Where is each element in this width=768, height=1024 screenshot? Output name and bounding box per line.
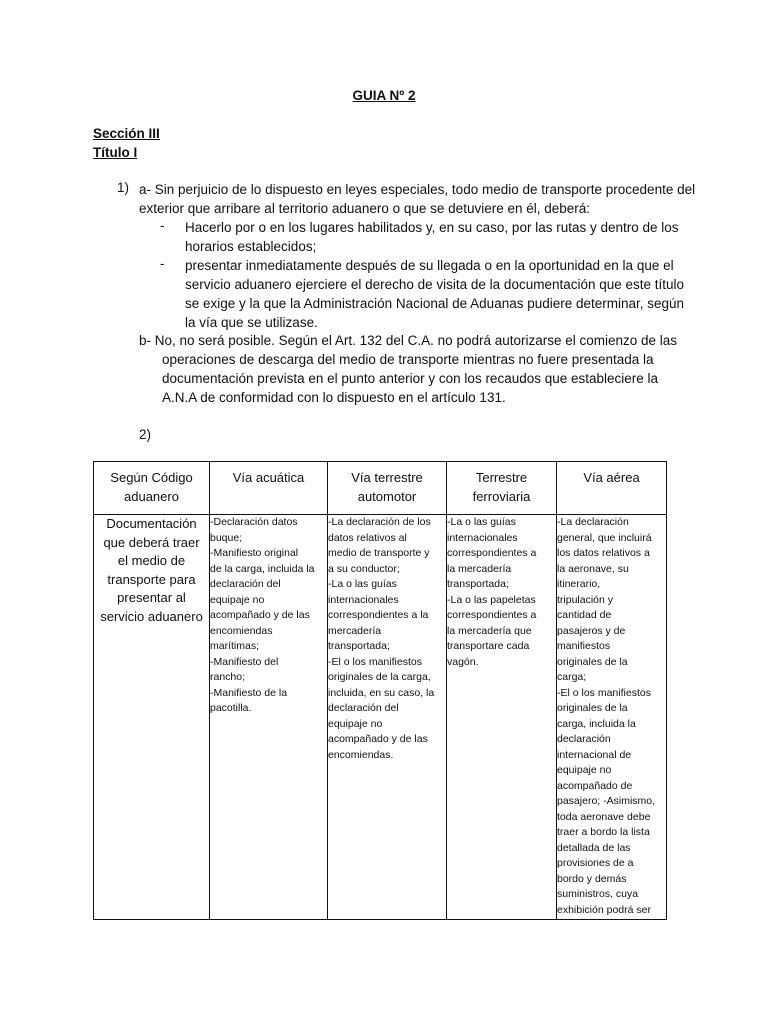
cell-line: manifiestos	[557, 640, 611, 652]
item-1b-line-3: documentación prevista en el punto anterior y con los recaudos que estableciere la	[162, 371, 659, 386]
cell-line: pacotilla.	[210, 702, 252, 714]
cell-line: medio de transporte y	[328, 547, 430, 559]
row-heading-line: presentar al	[117, 590, 186, 605]
header-acuatica	[210, 462, 328, 515]
row-heading-line: el medio de	[117, 553, 186, 568]
cell-line: equipaje no	[210, 593, 265, 606]
cell-line: -Manifiesto de la	[210, 686, 288, 699]
bullet-1-line-2: horarios establecidos;	[185, 239, 317, 254]
cell-line: internacionales	[328, 593, 399, 606]
cell-line: -La o las guías	[328, 578, 397, 590]
cell-line: acompañado y de las	[328, 733, 428, 745]
item-1b-line-4: A.N.A de conformidad con lo dispuesto en el artículo 131.	[162, 390, 506, 405]
bullet-2-line-3: se exige y la que la Administración Nacional de Aduanas pudiere determinar, según	[185, 296, 685, 311]
cell-line: -La declaración	[557, 516, 629, 528]
cell-line: provisiones de a	[557, 857, 634, 869]
cell-line: a su conductor;	[328, 562, 400, 575]
cell-line: rancho;	[210, 671, 246, 683]
cell-line: internacional de	[557, 748, 632, 761]
table-row	[94, 515, 667, 920]
row-heading-cell	[94, 515, 210, 920]
cell-line: equipaje no	[557, 764, 612, 776]
item-1b-line-1: b- No, no será posible. Según el Art. 132 del C.A. no podrá autorizarse el comienzo de las	[139, 333, 678, 348]
cell-line: originales de la	[557, 702, 628, 714]
bullet-2-dash: -	[160, 256, 165, 271]
cell-line: pasajeros y de	[557, 624, 626, 637]
cell-line: vagón.	[447, 655, 479, 668]
cell-aerea	[557, 515, 667, 920]
cell-line: carga, incluida la	[557, 717, 636, 730]
cell-line: transportada;	[328, 640, 390, 652]
header-aerea-label: Vía aérea	[583, 470, 640, 485]
bullet-2-line-4: la vía que se utilizase.	[185, 315, 318, 330]
titulo-heading: Título I	[93, 145, 138, 160]
row-heading-line: Documentación	[106, 516, 197, 531]
cell-line: -Manifiesto original	[210, 547, 299, 559]
header-ferroviaria-line-1: Terrestre	[475, 470, 528, 485]
cell-line: detallada de las	[557, 841, 631, 854]
cell-line: la aeronave, su	[557, 562, 629, 575]
cell-line: encomiendas.	[328, 748, 394, 761]
cell-line: correspondientes a la	[328, 609, 429, 621]
bullet-1-line-1: Hacerlo por o en los lugares habilitados y, en su caso, por las rutas y dentro de los	[185, 220, 679, 235]
cell-line: mercadería	[328, 624, 382, 637]
item-1a-line-1: a- Sin perjuicio de lo dispuesto en leyes especiales, todo medio de transporte procedente del	[139, 182, 696, 197]
cell-line: originales de la	[557, 655, 628, 668]
table-header-row	[94, 462, 667, 515]
cell-line: -El o los manifiestos	[328, 655, 422, 668]
bullet-2-line-1: presentar inmediatamente después de su llegada o en la oportunidad en la que el	[185, 258, 674, 273]
cell-line: datos relativos al	[328, 531, 407, 544]
header-ferroviaria	[447, 462, 557, 515]
cell-line: marítimas;	[210, 640, 260, 652]
cell-line: transportada;	[447, 578, 509, 590]
cell-line: de la carga, incluida la	[210, 562, 315, 575]
bullet-1-dash: -	[160, 218, 165, 233]
header-automotor-line-1: Vía terrestre	[351, 470, 423, 485]
cell-line: bordo y demás	[557, 872, 627, 885]
item-1a-line-2: exterior que arribare al territorio aduanero o que se detuviere en él, deberá:	[139, 201, 591, 216]
cell-line: encomiendas	[210, 624, 273, 637]
cell-line: -El o los manifiestos	[557, 686, 651, 699]
cell-line: pasajero; -Asimismo,	[557, 795, 656, 807]
cell-line: declaración del	[328, 702, 399, 714]
cell-line: internacionales	[447, 531, 518, 544]
header-aerea	[557, 462, 667, 515]
bullet-2-line-2: servicio aduanero ejerciere el derecho de visita de la documentación que este título	[185, 277, 685, 292]
cell-line: -La declaración de los	[328, 516, 431, 528]
cell-line: originales de la carga,	[328, 671, 431, 683]
cell-line: la mercadería que	[447, 624, 532, 637]
header-acuatica-label: Vía acuática	[232, 470, 305, 485]
cell-line: tripulación y	[557, 593, 614, 606]
item-1b-line-2: operaciones de descarga del medio de transporte mientras no fuere presentada la	[162, 352, 654, 367]
cell-line: -Manifiesto del	[210, 655, 279, 668]
cell-line: general, que incluirá	[557, 531, 652, 544]
cell-line: correspondientes a	[447, 609, 537, 621]
cell-line: buque;	[210, 531, 243, 544]
cell-line: acompañado y de las	[210, 609, 310, 621]
cell-line: toda aeronave debe	[557, 810, 651, 823]
row-heading-line: servicio aduanero	[100, 608, 203, 624]
cell-line: transportare cada	[447, 640, 530, 652]
cell-line: -La o las guías	[447, 516, 516, 528]
cell-line: suministros, cuya	[557, 888, 639, 900]
cell-line: declaración	[557, 733, 611, 745]
row-heading-line: transporte para	[107, 571, 196, 587]
doc-title: GUIA Nº 2	[352, 88, 416, 103]
row-heading-line: que deberá traer	[103, 534, 200, 550]
cell-line: itinerario,	[557, 578, 601, 590]
header-codigo-line-1: Según Código	[110, 470, 193, 485]
cell-line: -Declaración datos	[210, 516, 298, 528]
cell-line: exhibición podrá ser	[557, 903, 651, 916]
cell-line: -La o las papeletas	[447, 593, 536, 606]
cell-line: carga;	[557, 671, 587, 683]
cell-line: declaración del	[210, 578, 281, 590]
item-2-number: 2)	[139, 427, 152, 442]
transport-documents-table	[93, 461, 667, 920]
cell-line: correspondientes a	[447, 547, 537, 559]
cell-line: traer a bordo la lista	[557, 826, 650, 838]
cell-line: acompañado de	[557, 779, 633, 792]
cell-line: incluida, en su caso, la	[328, 686, 435, 699]
item-1-number: 1)	[117, 180, 130, 195]
cell-ferroviaria	[447, 515, 557, 920]
cell-automotor	[328, 515, 447, 920]
header-ferroviaria-line-2: ferroviaria	[472, 489, 531, 504]
header-automotor-line-2: automotor	[357, 489, 417, 504]
header-automotor	[328, 462, 447, 515]
header-codigo	[94, 462, 210, 515]
cell-line: cantidad de	[557, 609, 612, 621]
section-heading: Sección III	[93, 126, 160, 141]
cell-line: los datos relativos a	[557, 547, 650, 559]
cell-line: equipaje no	[328, 717, 383, 730]
cell-acuatica	[210, 515, 328, 920]
header-codigo-line-2: aduanero	[124, 489, 179, 504]
cell-line: la mercadería	[447, 562, 512, 575]
